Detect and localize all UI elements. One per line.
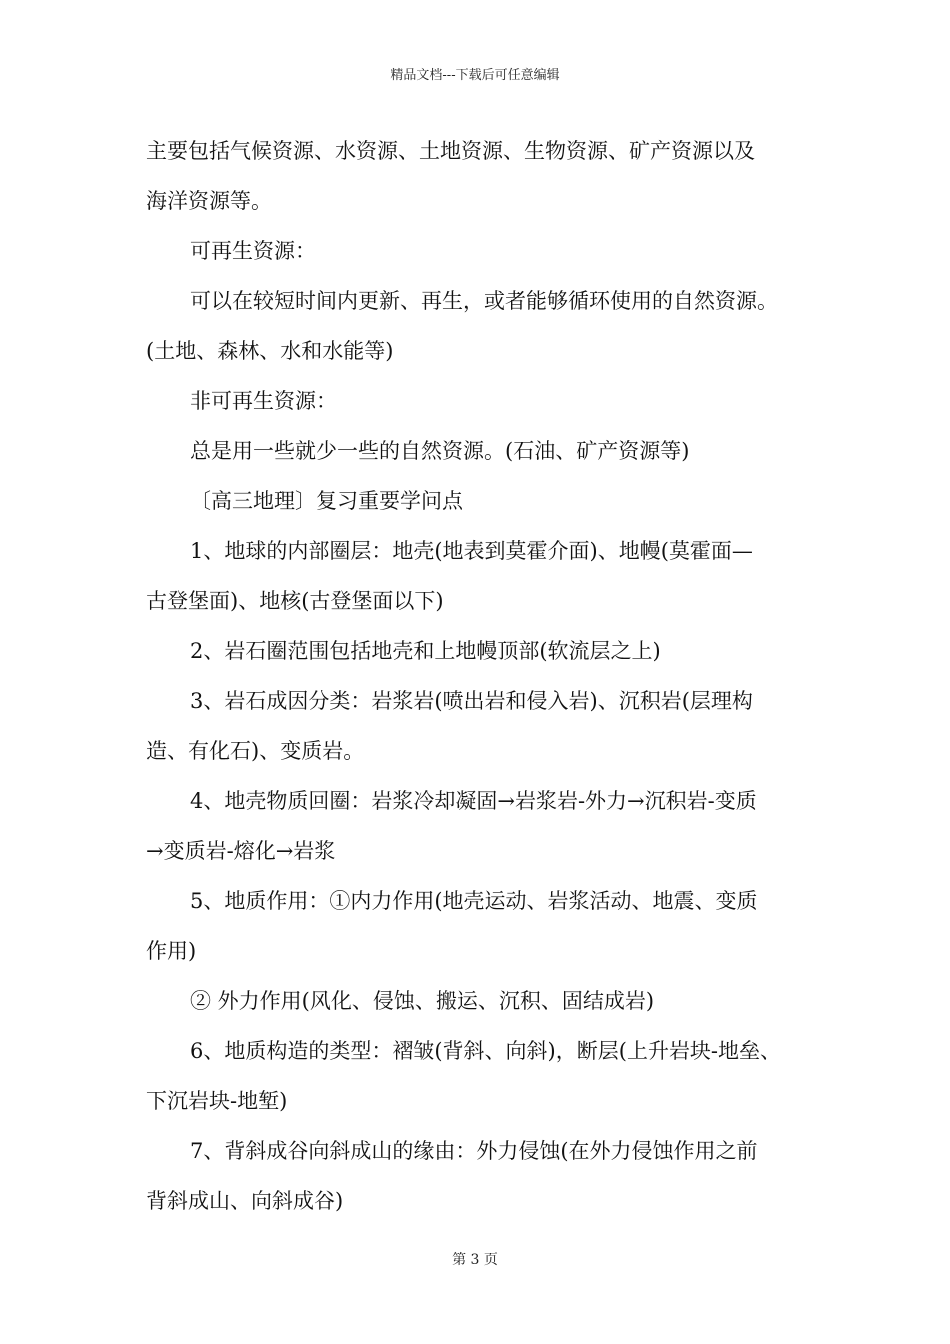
- text-line: 4、地壳物质回圈：岩浆冷却凝固→岩浆岩-外力→沉积岩-变质: [190, 789, 757, 813]
- page-number: 第 3 页: [452, 1252, 498, 1268]
- text-line: 背斜成山、向斜成谷): [146, 1189, 344, 1213]
- text-line: 非可再生资源：: [190, 389, 337, 413]
- text-line: 1、地球的内部圈层：地壳(地表到莫霍介面)、地幔(莫霍面—: [190, 539, 753, 563]
- text-line: 海洋资源等。: [146, 189, 272, 213]
- text-line: →变质岩-熔化→岩浆: [146, 839, 336, 863]
- text-line: 总是用一些就少一些的自然资源。(石油、矿产资源等): [190, 439, 690, 463]
- text-line: 下沉岩块-地堑): [146, 1089, 288, 1113]
- text-line: 3、岩石成因分类：岩浆岩(喷出岩和侵入岩)、沉积岩(层理构: [190, 689, 753, 713]
- document-body: [146, 128, 810, 1228]
- text-line: 造、有化石)、变质岩。: [146, 739, 365, 763]
- text-line: 古登堡面)、地核(古登堡面以下): [146, 589, 444, 613]
- text-line: 5、地质作用：①内力作用(地壳运动、岩浆活动、地震、变质: [190, 889, 758, 913]
- text-line: 作用): [146, 939, 197, 963]
- page-header: 精品文档---下载后可任意编辑: [390, 68, 560, 83]
- text-line: 可以在较短时间内更新、再生，或者能够循环使用的自然资源。: [190, 289, 778, 313]
- text-line: (土地、森林、水和水能等): [146, 339, 394, 363]
- section-heading: 〔高三地理〕复习重要学问点: [190, 489, 463, 513]
- text-line: 可再生资源：: [190, 239, 316, 263]
- text-line: 6、地质构造的类型：褶皱(背斜、向斜)，断层(上升岩块-地垒、: [190, 1039, 782, 1063]
- text-line: 2、岩石圈范围包括地壳和上地幔顶部(软流层之上): [190, 639, 661, 663]
- text-line: ② 外力作用(风化、侵蚀、搬运、沉积、固结成岩): [190, 989, 655, 1013]
- text-line: 7、背斜成谷向斜成山的缘由：外力侵蚀(在外力侵蚀作用之前: [190, 1139, 758, 1163]
- text-line: 主要包括气候资源、水资源、土地资源、生物资源、矿产资源以及: [146, 139, 755, 163]
